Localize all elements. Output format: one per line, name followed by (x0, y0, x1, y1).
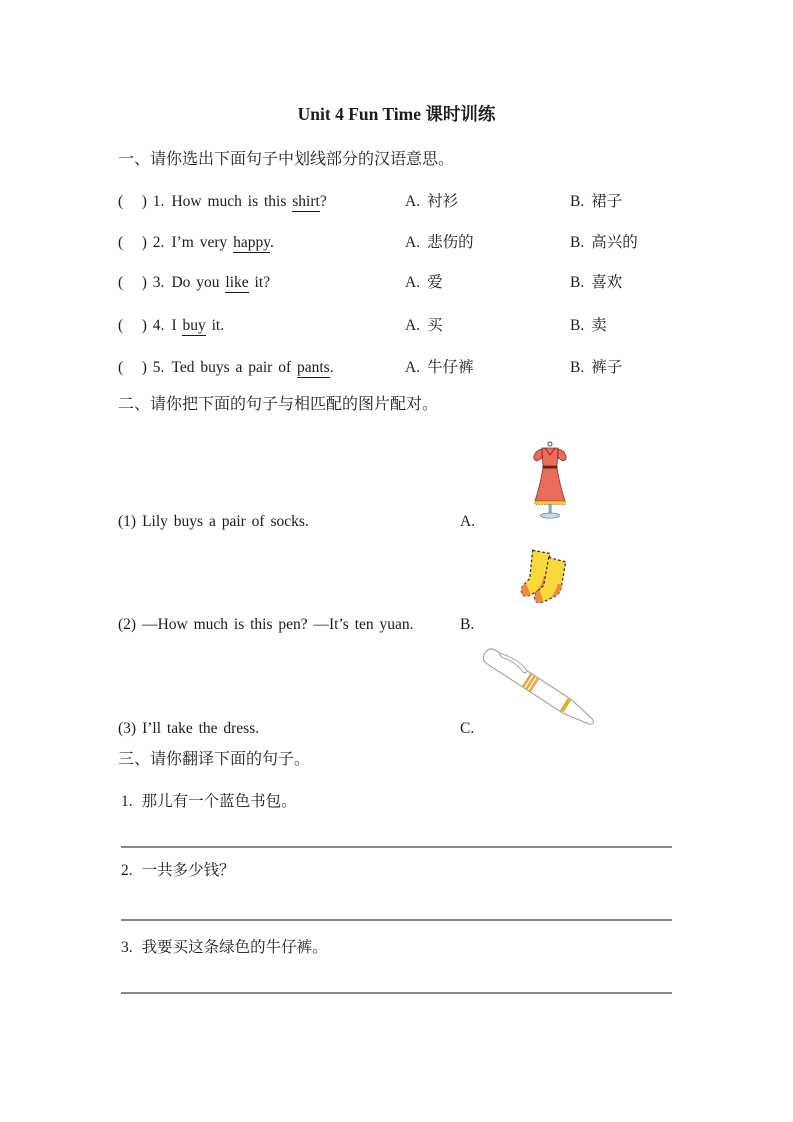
section-three-heading: 三、请你翻译下面的句子。 (118, 751, 311, 768)
translate-number: 3. (121, 939, 133, 956)
answer-blank-parens: ( ) 1. (118, 193, 165, 210)
page-title: Unit 4 Fun Time 课时训练 (297, 104, 496, 124)
question-sentence (171, 193, 326, 212)
match-sentence: I’ll take the dress. (142, 720, 260, 737)
translate-item-3 (121, 938, 328, 958)
option-a-1 (405, 192, 458, 212)
sentence-pre: How much is this (171, 193, 293, 210)
match-sentence: Lily buys a pair of socks. (142, 513, 309, 530)
section-one-heading: 一、请你选出下面句子中划线部分的汉语意思。 (118, 151, 455, 168)
pen-image (477, 637, 614, 742)
match-number: (2) (118, 616, 137, 633)
sentence-post: it? (248, 274, 271, 291)
option-label: A. (405, 317, 421, 334)
underlined-word: happy (233, 234, 270, 251)
option-text: 爱 (427, 274, 443, 291)
translate-sentence: 一共多少钱？ (141, 862, 235, 879)
option-a-4 (405, 316, 443, 336)
option-text: 裤子 (591, 359, 623, 376)
option-b-5 (570, 358, 622, 378)
option-text: 悲伤的 (427, 234, 474, 251)
translate-sentence: 我要买这条绿色的牛仔裤。 (141, 939, 328, 956)
option-a-2 (405, 233, 474, 253)
option-label: B. (570, 317, 585, 334)
option-label: A. (405, 359, 421, 376)
answer-blank-parens: ( ) 5. (118, 359, 165, 376)
match-row-1 (118, 512, 309, 532)
match-letter-b: B. (460, 616, 475, 633)
question-sentence (171, 359, 333, 378)
sentence-post: ? (319, 193, 327, 210)
underlined-word: shirt (292, 193, 320, 210)
answer-line-2 (121, 919, 672, 921)
option-label: A. (405, 193, 421, 210)
option-text: 喜欢 (591, 274, 623, 291)
match-row-2 (118, 615, 414, 635)
answer-blank-parens: ( ) 4. (118, 317, 165, 334)
option-b-3 (570, 273, 622, 293)
option-text: 衬衫 (427, 193, 459, 210)
option-label: B. (570, 359, 585, 376)
answer-line-1 (121, 846, 672, 848)
translate-sentence: 那儿有一个蓝色书包。 (141, 793, 297, 810)
answer-line-3 (121, 992, 672, 994)
option-text: 牛仔裤 (427, 359, 474, 376)
match-number: (1) (118, 513, 137, 530)
translate-number: 1. (121, 793, 133, 810)
question-sentence (171, 274, 270, 293)
match-row-3 (118, 719, 259, 739)
section-two-heading: 二、请你把下面的句子与相匹配的图片配对。 (118, 396, 439, 413)
sentence-pre: I (171, 317, 183, 334)
question-row-3 (118, 273, 270, 293)
option-b-2 (570, 233, 638, 253)
option-text: 裙子 (591, 193, 623, 210)
match-letter-a: A. (460, 513, 476, 530)
question-sentence (171, 317, 224, 336)
question-row-1 (118, 192, 327, 212)
option-b-4 (570, 316, 607, 336)
sentence-post: . (269, 234, 274, 251)
option-label: B. (570, 274, 585, 291)
sentence-pre: Ted buys a pair of (171, 359, 297, 376)
option-label: A. (405, 274, 421, 291)
answer-blank-parens: ( ) 3. (118, 274, 165, 291)
dress-image (529, 441, 571, 524)
option-text: 高兴的 (591, 234, 638, 251)
translate-item-2 (121, 861, 235, 881)
match-letter-c: C. (460, 720, 475, 737)
question-sentence (171, 234, 273, 253)
sentence-pre: I’m very (171, 234, 234, 251)
option-a-5 (405, 358, 474, 378)
sentence-post: it. (205, 317, 225, 334)
question-row-4 (118, 316, 224, 336)
answer-blank-parens: ( ) 2. (118, 234, 165, 251)
question-row-5 (118, 358, 334, 378)
match-number: (3) (118, 720, 137, 737)
translate-number: 2. (121, 862, 133, 879)
option-label: B. (570, 193, 585, 210)
match-sentence: —How much is this pen? —It’s ten yuan. (142, 616, 414, 633)
option-a-3 (405, 273, 443, 293)
socks-image (520, 548, 572, 617)
underlined-word: buy (182, 317, 206, 334)
option-text: 卖 (591, 317, 607, 334)
option-b-1 (570, 192, 622, 212)
option-label: A. (405, 234, 421, 251)
sentence-post: . (329, 359, 334, 376)
question-row-2 (118, 233, 274, 253)
sentence-pre: Do you (171, 274, 226, 291)
underlined-word: pants (297, 359, 330, 376)
translate-item-1 (121, 792, 297, 812)
underlined-word: like (225, 274, 249, 291)
option-text: 买 (427, 317, 443, 334)
option-label: B. (570, 234, 585, 251)
